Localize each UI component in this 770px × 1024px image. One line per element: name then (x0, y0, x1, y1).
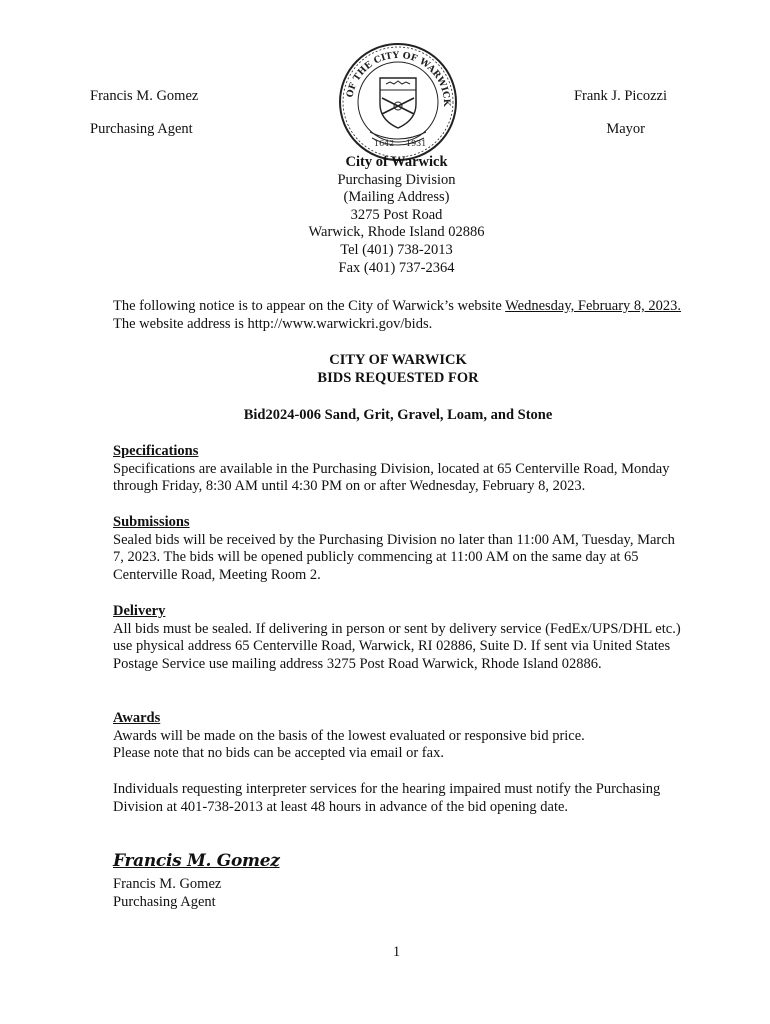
delivery-title: Delivery (113, 603, 166, 619)
delivery-section (113, 603, 683, 673)
interpreter-notice: Individuals requesting interpreter services for the hearing impaired must notify the Purchasing Division at 401-738-2013 at least 48 hours in advance of the bid opening date. (113, 781, 661, 815)
notice-intro (113, 298, 683, 333)
purchasing-agent-name: Francis M. Gomez (90, 88, 199, 104)
seal-top-text: OF THE CITY OF WARWICK (345, 50, 452, 107)
division: Purchasing Division (337, 171, 456, 188)
submissions-text: Sealed bids will be received by the Purchasing Division no later than 11:00 AM, Tuesday, March 7, 2023. The bids will be opened publicly commencing at 11:00 AM on the same day at 65 Centerville Road, Meeting Room 2. (113, 531, 675, 583)
submissions-section (113, 514, 683, 584)
page-number: 1 (392, 944, 401, 960)
notice-date: Wednesday, February 8, 2023. (505, 298, 682, 314)
handwritten-signature: Francis M. Gomez (113, 851, 280, 871)
city-state-zip: Warwick, Rhode Island 02886 (308, 224, 485, 241)
telephone: Tel (401) 738-2013 (340, 241, 453, 258)
seal-year-right: 1931 (406, 139, 427, 148)
submissions-title: Submissions (113, 514, 190, 530)
notice-intro-text: The following notice is to appear on the City of Warwick’s website (113, 298, 506, 314)
street: 3275 Post Road (350, 206, 443, 223)
signature-block (113, 876, 683, 911)
signer-name: Francis M. Gomez (113, 876, 222, 892)
signer-title: Purchasing Agent (113, 893, 216, 910)
delivery-text: All bids must be sealed. If delivering in person or sent by delivery service (FedEx/UPS/DHL etc.) use physical address 65 Centerville Road, Warwick, RI 02886, Suite D. If sent via United States Postage Service use mailing address 3275 Post Road Warwick, Rhode Island 02886. (113, 620, 681, 672)
awards-email-note: Please note that no bids can be accepted via email or fax. (113, 745, 444, 762)
bids-heading (113, 352, 683, 387)
address-block (0, 154, 770, 277)
notice-website: The website address is http://www.warwickri.gov/bids. (113, 315, 433, 332)
awards-section (113, 710, 683, 763)
specifications-text: Specifications are available in the Purchasing Division, located at 65 Centerville Road, Monday through Friday, 8:30 AM until 4:30 PM on or after Wednesday, February 8, 2023. (113, 460, 670, 495)
heading-city: CITY OF WARWICK (329, 352, 467, 368)
specifications-title: Specifications (113, 443, 199, 459)
city-seal (336, 40, 460, 164)
org-name: City of Warwick (345, 154, 448, 170)
awards-title: Awards (113, 710, 161, 726)
heading-bids-requested: BIDS REQUESTED FOR (317, 369, 479, 386)
mailing-label: (Mailing Address) (343, 189, 450, 206)
mayor-name: Frank J. Picozzi (573, 88, 667, 104)
purchasing-agent-title: Purchasing Agent (90, 121, 193, 137)
bid-title: Bid2024-006 Sand, Grit, Gravel, Loam, and Stone (243, 407, 553, 423)
awards-text: Awards will be made on the basis of the lowest evaluated or responsive bid price. (113, 727, 585, 744)
seal-year-left: 1642 (374, 139, 395, 148)
fax: Fax (401) 737-2364 (338, 259, 455, 276)
mayor-title: Mayor (606, 121, 645, 137)
specifications-section (113, 443, 683, 496)
